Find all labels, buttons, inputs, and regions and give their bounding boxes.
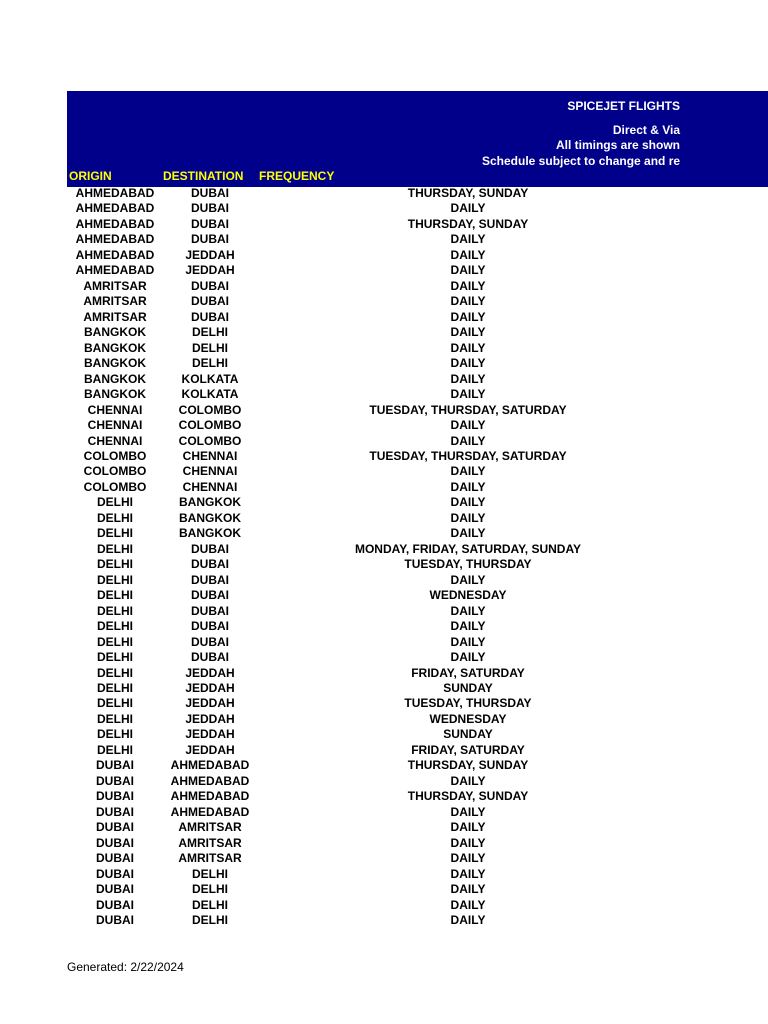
frequency-cell: THURSDAY, SUNDAY <box>407 216 529 231</box>
origin-cell: DUBAI <box>96 804 134 819</box>
frequency-cell: DAILY <box>450 897 486 912</box>
origin-cell: DUBAI <box>96 913 134 928</box>
frequency-cell: DAILY <box>450 603 486 618</box>
schedule-note: Schedule subject to change and re <box>482 154 681 168</box>
frequency-cell: WEDNESDAY <box>429 711 507 726</box>
table-row <box>67 789 768 804</box>
destination-cell: DELHI <box>192 897 228 912</box>
table-row <box>67 418 768 433</box>
frequency-cell: DAILY <box>450 572 486 587</box>
origin-cell: DELHI <box>97 619 133 634</box>
frequency-cell: SUNDAY <box>443 681 493 695</box>
destination-cell: DELHI <box>192 340 228 355</box>
origin-cell: DELHI <box>97 665 133 680</box>
table-row <box>67 341 768 356</box>
origin-cell: AMRITSAR <box>83 294 147 309</box>
destination-cell: AHMEDABAD <box>170 773 250 788</box>
frequency-cell: DAILY <box>450 232 486 247</box>
origin-cell: AHMEDABAD <box>75 263 155 278</box>
origin-cell: COLOMBO <box>83 479 147 494</box>
destination-cell: DUBAI <box>191 650 229 665</box>
destination-cell: DUBAI <box>191 201 229 216</box>
destination-cell: DUBAI <box>191 603 229 618</box>
origin-cell: DUBAI <box>96 897 134 912</box>
origin-cell: DELHI <box>97 526 133 541</box>
origin-cell: DUBAI <box>96 851 134 866</box>
frequency-cell: DAILY <box>450 851 486 866</box>
origin-cell: DUBAI <box>96 835 134 850</box>
frequency-cell: DAILY <box>450 294 486 309</box>
origin-cell: AHMEDABAD <box>75 247 155 262</box>
destination-cell: KOLKATA <box>181 371 239 386</box>
table-row <box>67 851 768 866</box>
table-row <box>67 495 768 510</box>
origin-cell: DELHI <box>97 727 133 742</box>
frequency-cell: DAILY <box>450 263 486 278</box>
frequency-cell: DAILY <box>450 479 486 494</box>
destination-cell: JEDDAH <box>185 711 235 726</box>
destination-cell: JEDDAH <box>185 742 235 757</box>
table-row <box>67 758 768 773</box>
destination-cell: DELHI <box>192 913 228 928</box>
frequency-cell: DAILY <box>450 201 486 216</box>
table-row <box>67 727 768 742</box>
frequency-cell: DAILY <box>450 340 486 355</box>
frequency-cell: FRIDAY, SATURDAY <box>411 665 525 680</box>
destination-cell: AHMEDABAD <box>170 758 250 773</box>
frequency-cell: DAILY <box>450 278 486 293</box>
origin-cell: DELHI <box>97 588 133 603</box>
frequency-cell: DAILY <box>450 418 486 433</box>
destination-cell: COLOMBO <box>178 433 242 448</box>
destination-cell: BANGKOK <box>179 510 241 525</box>
destination-cell: DELHI <box>192 866 228 881</box>
origin-cell: DELHI <box>97 541 133 556</box>
table-row <box>67 898 768 913</box>
origin-cell: AHMEDABAD <box>75 201 155 216</box>
destination-cell: DUBAI <box>191 557 229 572</box>
destination-cell: DUBAI <box>191 634 229 649</box>
frequency-cell: FRIDAY, SATURDAY <box>411 742 525 757</box>
table-row <box>67 217 768 232</box>
table-row <box>67 356 768 371</box>
origin-cell: DUBAI <box>96 866 134 881</box>
table-row <box>67 619 768 634</box>
timing-note: All timings are shown <box>555 138 680 152</box>
origin-cell: COLOMBO <box>83 464 147 479</box>
origin-cell: DUBAI <box>96 820 134 835</box>
destination-cell: JEDDAH <box>185 263 235 278</box>
table-row <box>67 248 768 263</box>
report-title: SPICEJET FLIGHTS <box>567 99 680 113</box>
origin-cell: DELHI <box>97 681 133 695</box>
table-row <box>67 294 768 309</box>
table-row <box>67 201 768 216</box>
table-row <box>67 573 768 588</box>
table-row <box>67 712 768 727</box>
origin-cell: DELHI <box>97 696 133 711</box>
destination-cell: AMRITSAR <box>178 851 242 866</box>
destination-cell: JEDDAH <box>185 247 235 262</box>
flight-table <box>67 186 768 929</box>
column-header-frequency: FREQUENCY <box>259 169 335 183</box>
frequency-cell: DAILY <box>450 464 486 479</box>
origin-cell: DUBAI <box>96 789 134 804</box>
destination-cell: DUBAI <box>191 588 229 603</box>
table-row <box>67 836 768 851</box>
frequency-cell: DAILY <box>450 913 486 928</box>
origin-cell: AHMEDABAD <box>75 186 155 200</box>
origin-cell: DELHI <box>97 603 133 618</box>
table-row <box>67 403 768 418</box>
frequency-cell: DAILY <box>450 820 486 835</box>
table-row <box>67 882 768 897</box>
frequency-cell: DAILY <box>450 325 486 340</box>
destination-cell: DUBAI <box>191 294 229 309</box>
origin-cell: DELHI <box>97 742 133 757</box>
destination-cell: BANGKOK <box>179 526 241 541</box>
table-row <box>67 372 768 387</box>
origin-cell: AHMEDABAD <box>75 232 155 247</box>
column-header-destination: DESTINATION <box>163 169 244 183</box>
frequency-cell: TUESDAY, THURSDAY <box>404 557 532 572</box>
origin-cell: DUBAI <box>96 758 134 773</box>
table-row <box>67 635 768 650</box>
origin-cell: DELHI <box>97 572 133 587</box>
frequency-cell: DAILY <box>450 804 486 819</box>
table-row <box>67 449 768 464</box>
frequency-cell: DAILY <box>450 510 486 525</box>
origin-cell: COLOMBO <box>83 448 147 463</box>
table-row <box>67 511 768 526</box>
origin-cell: DELHI <box>97 495 133 510</box>
table-row <box>67 325 768 340</box>
destination-cell: DUBAI <box>191 619 229 634</box>
destination-cell: JEDDAH <box>185 665 235 680</box>
column-header-origin: ORIGIN <box>69 169 112 183</box>
destination-cell: COLOMBO <box>178 418 242 433</box>
origin-cell: BANGKOK <box>84 387 146 402</box>
frequency-cell: THURSDAY, SUNDAY <box>407 186 529 200</box>
generated-date: Generated: 2/22/2024 <box>67 960 184 974</box>
table-row <box>67 604 768 619</box>
table-row <box>67 867 768 882</box>
frequency-cell: TUESDAY, THURSDAY <box>404 696 532 711</box>
table-row <box>67 434 768 449</box>
report-header <box>67 91 768 187</box>
table-row <box>67 696 768 711</box>
destination-cell: KOLKATA <box>181 387 239 402</box>
destination-cell: AHMEDABAD <box>170 789 250 804</box>
destination-cell: DUBAI <box>191 309 229 324</box>
origin-cell: DELHI <box>97 711 133 726</box>
destination-cell: BANGKOK <box>179 495 241 510</box>
frequency-cell: DAILY <box>450 495 486 510</box>
table-row <box>67 480 768 495</box>
origin-cell: DELHI <box>97 557 133 572</box>
frequency-cell: WEDNESDAY <box>429 588 507 603</box>
frequency-cell: TUESDAY, THURSDAY, SATURDAY <box>369 448 567 463</box>
destination-cell: CHENNAI <box>182 479 238 494</box>
table-row <box>67 186 768 201</box>
destination-cell: JEDDAH <box>185 681 235 695</box>
destination-cell: DUBAI <box>191 278 229 293</box>
frequency-cell: DAILY <box>450 309 486 324</box>
frequency-cell: DAILY <box>450 247 486 262</box>
destination-cell: JEDDAH <box>185 727 235 742</box>
table-row <box>67 666 768 681</box>
table-row <box>67 588 768 603</box>
report-subtitle: Direct & Via <box>612 123 680 137</box>
destination-cell: DELHI <box>192 325 228 340</box>
destination-cell: CHENNAI <box>182 448 238 463</box>
table-row <box>67 650 768 665</box>
frequency-cell: DAILY <box>450 650 486 665</box>
frequency-cell: DAILY <box>450 634 486 649</box>
frequency-cell: DAILY <box>450 773 486 788</box>
frequency-cell: THURSDAY, SUNDAY <box>407 789 529 804</box>
origin-cell: CHENNAI <box>87 433 143 448</box>
destination-cell: DUBAI <box>191 572 229 587</box>
origin-cell: BANGKOK <box>84 340 146 355</box>
destination-cell: DELHI <box>192 882 228 897</box>
destination-cell: DUBAI <box>191 216 229 231</box>
destination-cell: AHMEDABAD <box>170 804 250 819</box>
table-row <box>67 310 768 325</box>
origin-cell: AMRITSAR <box>83 278 147 293</box>
table-row <box>67 279 768 294</box>
destination-cell: COLOMBO <box>178 402 242 417</box>
frequency-cell: DAILY <box>450 371 486 386</box>
table-row <box>67 681 768 696</box>
table-row <box>67 387 768 402</box>
table-row <box>67 774 768 789</box>
table-row <box>67 542 768 557</box>
frequency-cell: DAILY <box>450 526 486 541</box>
frequency-cell: TUESDAY, THURSDAY, SATURDAY <box>369 402 567 417</box>
origin-cell: CHENNAI <box>87 402 143 417</box>
destination-cell: DUBAI <box>191 232 229 247</box>
origin-cell: DUBAI <box>96 773 134 788</box>
origin-cell: AHMEDABAD <box>75 216 155 231</box>
destination-cell: AMRITSAR <box>178 820 242 835</box>
destination-cell: AMRITSAR <box>178 835 242 850</box>
frequency-cell: DAILY <box>450 866 486 881</box>
destination-cell: CHENNAI <box>182 464 238 479</box>
origin-cell: CHENNAI <box>87 418 143 433</box>
origin-cell: DUBAI <box>96 882 134 897</box>
frequency-cell: MONDAY, FRIDAY, SATURDAY, SUNDAY <box>354 541 582 556</box>
table-row <box>67 820 768 835</box>
destination-cell: DUBAI <box>191 541 229 556</box>
origin-cell: DELHI <box>97 650 133 665</box>
frequency-cell: DAILY <box>450 387 486 402</box>
table-row <box>67 232 768 247</box>
frequency-cell: DAILY <box>450 619 486 634</box>
origin-cell: DELHI <box>97 510 133 525</box>
frequency-cell: DAILY <box>450 882 486 897</box>
table-row <box>67 743 768 758</box>
frequency-cell: SUNDAY <box>443 727 493 742</box>
origin-cell: BANGKOK <box>84 325 146 340</box>
table-row <box>67 526 768 541</box>
table-row <box>67 913 768 928</box>
frequency-cell: DAILY <box>450 433 486 448</box>
origin-cell: BANGKOK <box>84 371 146 386</box>
table-row <box>67 557 768 572</box>
table-row <box>67 263 768 278</box>
frequency-cell: DAILY <box>450 835 486 850</box>
table-row <box>67 464 768 479</box>
destination-cell: DUBAI <box>191 186 229 200</box>
origin-cell: BANGKOK <box>84 356 146 371</box>
frequency-cell: THURSDAY, SUNDAY <box>407 758 529 773</box>
origin-cell: DELHI <box>97 634 133 649</box>
frequency-cell: DAILY <box>450 356 486 371</box>
destination-cell: DELHI <box>192 356 228 371</box>
table-row <box>67 805 768 820</box>
destination-cell: JEDDAH <box>185 696 235 711</box>
origin-cell: AMRITSAR <box>83 309 147 324</box>
